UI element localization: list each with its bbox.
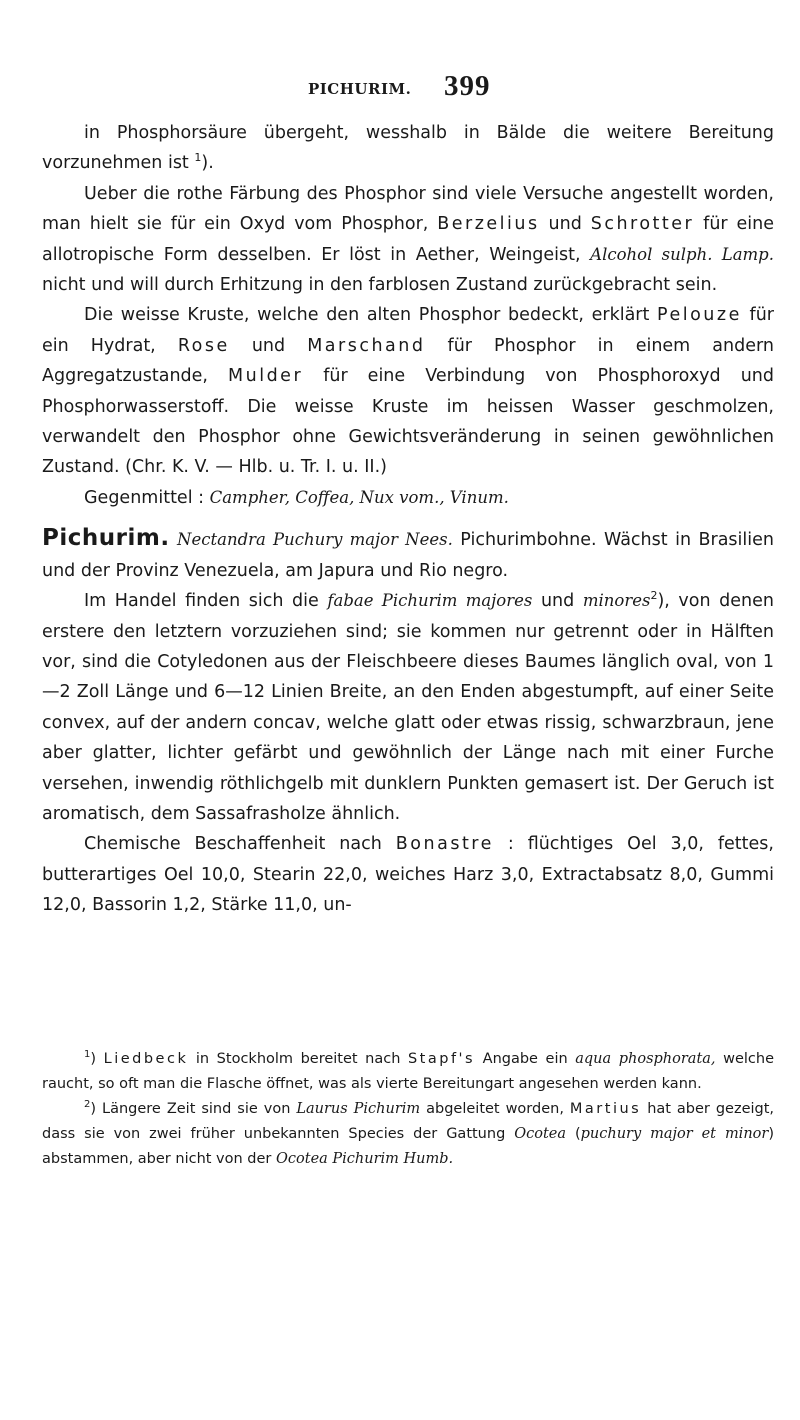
footnote-2 — [42, 1097, 774, 1172]
text-run: Gegenmittel : — [84, 487, 205, 508]
running-head — [0, 58, 800, 108]
paragraph-chemische-beschaffenheit — [42, 829, 774, 920]
italic-term: minores — [582, 591, 651, 611]
author-name: Pelouze — [657, 305, 742, 326]
italic-term: aqua phosphorata, — [575, 1051, 716, 1067]
paragraph-weisse-kruste — [42, 300, 774, 482]
italic-term: Ocotea — [514, 1126, 567, 1142]
page-number: 399 — [444, 70, 491, 102]
footnote-1 — [42, 1047, 774, 1097]
text-run: Angabe ein — [482, 1051, 568, 1067]
footnote-ref-2: 2 — [650, 589, 658, 603]
text-run: und — [540, 591, 575, 612]
text-run: ) — [90, 1051, 97, 1067]
author-name: Mulder — [228, 366, 304, 387]
italic-term: Nectandra Puchury major Nees. — [177, 530, 453, 550]
text-run: Ueber die rothe Färbung des Phosphor sind viele Versuche angestellt worden, man hielt sie für ein Oxyd vom Phosphor, — [42, 183, 774, 235]
text-run: hat aber gezeigt, dass sie von zwei früher unbekannten Species der Gattung — [42, 1101, 775, 1142]
text-run: Die weisse Kruste, welche den alten Phosphor bedeckt, erklärt — [84, 305, 650, 326]
text-run: für eine Verbindung von Phosphoroxyd und Phosphorwasserstoff. Die weisse Kruste im heissen Wasser geschmolzen, verwandelt den Phosphor ohne Gewichtsveränderung in seinen gewöhnlichen Zustand. (Chr. K. V. — Hlb. u. Tr. I. u. II.) — [42, 366, 774, 478]
text-run: ( — [574, 1126, 581, 1142]
italic-term: Ocotea Pichurim Humb. — [276, 1151, 454, 1167]
running-title: PICHURIM. — [308, 80, 412, 98]
text-run: welche raucht, so oft man die Flasche öffnet, was als vierte Bereitungart angesehen werden kann. — [42, 1051, 774, 1092]
footnote-ref-1: 1 — [194, 151, 202, 165]
footnote-mark: 2 — [84, 1099, 91, 1110]
text-run: Längere Zeit sind sie von — [102, 1101, 291, 1117]
italic-term: Campher, Coffea, Nux vom., Vinum. — [209, 487, 509, 507]
text-run: ) — [90, 1101, 97, 1117]
text-run: für eine allotropische Form desselben. Er löst in Aether, Weingeist, — [42, 214, 774, 265]
text-run: und — [548, 214, 582, 235]
text-run: ). — [201, 153, 214, 174]
author-name: Rose — [177, 335, 230, 356]
author-name: Stapf's — [407, 1051, 476, 1067]
text-run: ), von denen erstere den letztern vorzuziehen sind; sie kommen nur getrennt oder in Hälften vor, sind die Cotyledonen aus der Fleischbeere dieses Baumes länglich oval, von 1—2 Zoll Länge und 6—12 Linien Breite, an den Enden abgestumpft, auf einer Seite convex, auf der andern concav, welche glatt oder etwas rissig, schwarzbraun, jene aber glatter, lichter gefärbt und gewöhnlich der Länge nach mit einer Furche versehen, inwendig röthlichgelb mit dunklern Punkten gemasert ist. Der Geruch ist aromatisch, dem Sassafrasholze ähnlich. — [42, 591, 774, 824]
author-name: Schrotter — [590, 214, 695, 235]
text-run: ) abstammen, aber nicht von der — [42, 1126, 774, 1167]
entry-headword: Pichurim. — [42, 525, 170, 552]
text-run: und — [251, 335, 286, 356]
italic-term: puchury major et minor — [580, 1126, 769, 1142]
text-run: für Phosphor in einem andern Aggregatzustande, — [42, 335, 774, 387]
author-name: Berzelius — [437, 214, 540, 235]
author-name: Liedbeck — [103, 1051, 189, 1067]
footnote-mark: 1 — [84, 1049, 91, 1060]
author-name: Martius — [569, 1101, 642, 1117]
text-run: Im Handel finden sich die — [84, 591, 319, 612]
text-run: abgeleitet worden, — [426, 1101, 564, 1117]
entry-pichurim — [42, 523, 774, 586]
text-run: Pichurimbohne. Wächst in Brasilien und der Provinz Venezuela, am Japura und Rio negro. — [42, 530, 774, 581]
text-run: nicht und will durch Erhitzung in den farblosen Zustand zurückgebracht sein. — [42, 275, 718, 296]
footnotes — [42, 1047, 774, 1172]
text-run: für ein Hydrat, — [42, 305, 774, 356]
paragraph-handel — [42, 586, 774, 829]
italic-term: fabae Pichurim majores — [327, 591, 533, 611]
main-text — [42, 118, 774, 921]
paragraph-phosphorsaeure — [42, 118, 774, 179]
paragraph-rothe-faerbung — [42, 179, 774, 301]
author-name: Marschand — [307, 335, 426, 356]
italic-term: Alcohol sulph. Lamp. — [590, 244, 774, 264]
text-run: : flüchtiges Oel 3,0, fettes, butterartiges Oel 10,0, Stearin 22,0, weiches Harz 3,0, Extractabsatz 8,0, Gummi 12,0, Bassorin 1,2, Stärke 11,0, un- — [42, 834, 774, 916]
italic-term: Laurus Pichurim — [296, 1101, 421, 1117]
paragraph-gegenmittel — [42, 483, 774, 513]
author-name: Bonastre — [395, 834, 494, 855]
text-run: Chemische Beschaffenheit nach — [84, 834, 382, 855]
text-run: in Phosphorsäure übergeht, wesshalb in Bälde die weitere Bereitung vorzunehmen ist — [42, 123, 774, 174]
text-run: in Stockholm bereitet nach — [195, 1051, 401, 1067]
